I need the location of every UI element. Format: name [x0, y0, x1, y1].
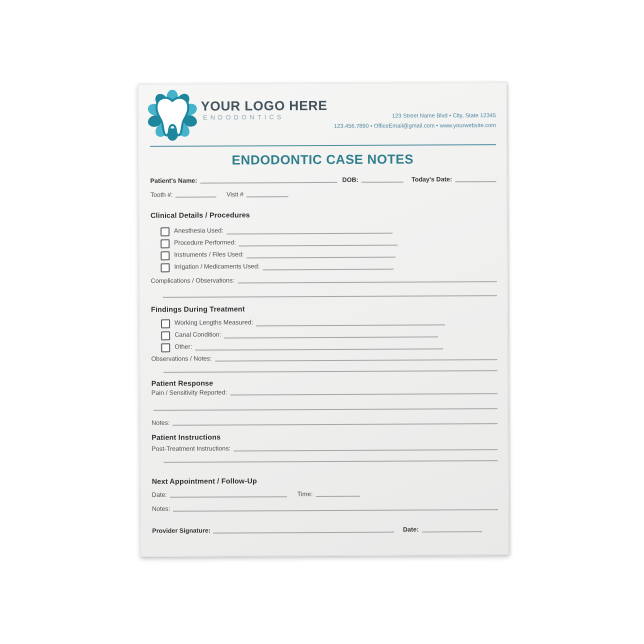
- observations-field: [151, 355, 497, 363]
- dob-label: DOB:: [342, 176, 359, 184]
- checkbox-icon: [161, 251, 170, 260]
- visit-number-line: [247, 196, 289, 197]
- canal-condition-line: [224, 336, 438, 338]
- complications-continuation-line: [163, 295, 497, 298]
- dob-line: [361, 182, 402, 183]
- canal-condition-label: Canal Condition:: [174, 331, 222, 339]
- provider-signature-field: [152, 528, 394, 536]
- appointment-time-label: Time:: [297, 491, 313, 499]
- complications-line: [237, 281, 496, 283]
- todays-date-label: Today's Date:: [411, 176, 453, 184]
- brand-tagline: ENDODONTICS: [202, 114, 285, 122]
- provider-signature-line: [214, 532, 395, 534]
- appointment-date-field: [152, 492, 287, 499]
- patient-identity-row: [150, 177, 496, 185]
- checkbox-icon: [161, 227, 170, 236]
- complications-field: [151, 277, 497, 285]
- checkbox-icon: [161, 239, 170, 248]
- checkbox-row-working-lengths: [161, 317, 445, 327]
- pain-sensitivity-label: Pain / Sensitivity Reported:: [151, 389, 228, 397]
- brand-name: YOUR LOGO HERE: [200, 97, 328, 114]
- visit-number-field: [226, 192, 288, 199]
- appointment-date-line: [170, 496, 287, 498]
- post-treatment-line: [234, 449, 498, 451]
- anesthesia-label: Anesthesia Used:: [174, 227, 224, 235]
- header-divider: [150, 144, 496, 147]
- todays-date-field: [411, 177, 496, 184]
- contact-info: [334, 112, 496, 133]
- address-line: 123 Street Name Blvd • City, State 12345: [391, 113, 496, 120]
- tooth-number-label: Tooth #:: [150, 191, 173, 199]
- form-title: ENDODONTIC CASE NOTES: [231, 151, 414, 168]
- visit-number-label: Visit #: [226, 191, 244, 199]
- checkbox-icon: [161, 319, 170, 328]
- appointment-date-label: Date:: [151, 491, 167, 499]
- signature-date-field: [403, 527, 483, 534]
- phone-email-line: 123.456.7890 • OfficeEmail@gmail.com • www.yourwebsite.com: [333, 123, 497, 130]
- complications-label: Complications / Observations:: [150, 277, 235, 285]
- appointment-time-field: [297, 492, 359, 499]
- observations-line: [215, 359, 497, 361]
- other-line: [195, 348, 443, 350]
- tooth-flower-icon: [147, 90, 198, 141]
- checkbox-icon: [161, 331, 170, 340]
- instruments-label: Instruments / Files Used:: [174, 251, 244, 259]
- appointment-date-time-row: [152, 491, 498, 499]
- brand-block: [201, 99, 328, 122]
- signature-date-line: [422, 531, 483, 532]
- observations-label: Observations / Notes:: [151, 355, 212, 363]
- response-notes-label: Notes:: [151, 419, 170, 427]
- procedure-line: [239, 244, 398, 246]
- tooth-number-field: [150, 193, 216, 200]
- appointment-notes-line: [173, 509, 498, 512]
- dob-field: [342, 178, 403, 185]
- appointment-notes-label: Notes:: [151, 505, 171, 513]
- provider-signature-label: Provider Signature:: [152, 527, 211, 535]
- checkbox-row-canal-condition: [161, 329, 438, 339]
- checkbox-row-other: [161, 341, 443, 351]
- signature-date-label: Date:: [402, 526, 419, 534]
- working-lengths-label: Working Lengths Measured:: [174, 319, 254, 327]
- checkbox-row-irrigation: [161, 262, 394, 272]
- todays-date-line: [455, 181, 496, 182]
- response-notes-field: [152, 419, 498, 427]
- endodontic-notepad: [138, 82, 509, 557]
- appointment-notes-field: [152, 505, 498, 513]
- post-treatment-continuation-line: [164, 460, 498, 463]
- tooth-number-line: [176, 197, 216, 198]
- section-heading-response: Patient Response: [151, 378, 214, 388]
- checkbox-row-procedure: [161, 238, 398, 248]
- procedure-label: Procedure Performed:: [174, 239, 237, 247]
- checkbox-row-anesthesia: [161, 226, 393, 236]
- other-label: Other:: [174, 343, 193, 351]
- post-treatment-label: Post-Treatment Instructions:: [151, 445, 231, 453]
- signature-row: [152, 527, 498, 535]
- checkbox-icon: [161, 263, 170, 272]
- section-heading-findings: Findings During Treatment: [150, 304, 245, 314]
- observations-continuation-line: [163, 370, 497, 373]
- section-heading-instructions: Patient Instructions: [151, 432, 221, 442]
- section-heading-clinical: Clinical Details / Procedures: [150, 210, 251, 220]
- pain-sensitivity-field: [151, 389, 497, 397]
- pain-continuation-line: [153, 408, 497, 411]
- checkbox-row-instruments: [161, 250, 396, 260]
- anesthesia-line: [226, 232, 392, 234]
- section-heading-appointment: Next Appointment / Follow-Up: [151, 476, 258, 486]
- form-content: [138, 82, 509, 557]
- post-treatment-field: [152, 445, 498, 453]
- working-lengths-line: [256, 324, 445, 326]
- irrigation-label: Irrigation / Medicaments Used:: [174, 263, 260, 271]
- checkbox-icon: [161, 343, 170, 352]
- patient-name-label: Patient's Name:: [150, 177, 198, 185]
- instruments-line: [247, 256, 396, 258]
- tooth-visit-row: [150, 191, 496, 199]
- patient-name-line: [200, 182, 337, 184]
- response-notes-line: [173, 423, 498, 426]
- irrigation-line: [263, 268, 394, 270]
- pain-sensitivity-line: [230, 393, 497, 395]
- appointment-time-line: [316, 496, 360, 497]
- patient-name-field: [150, 178, 337, 185]
